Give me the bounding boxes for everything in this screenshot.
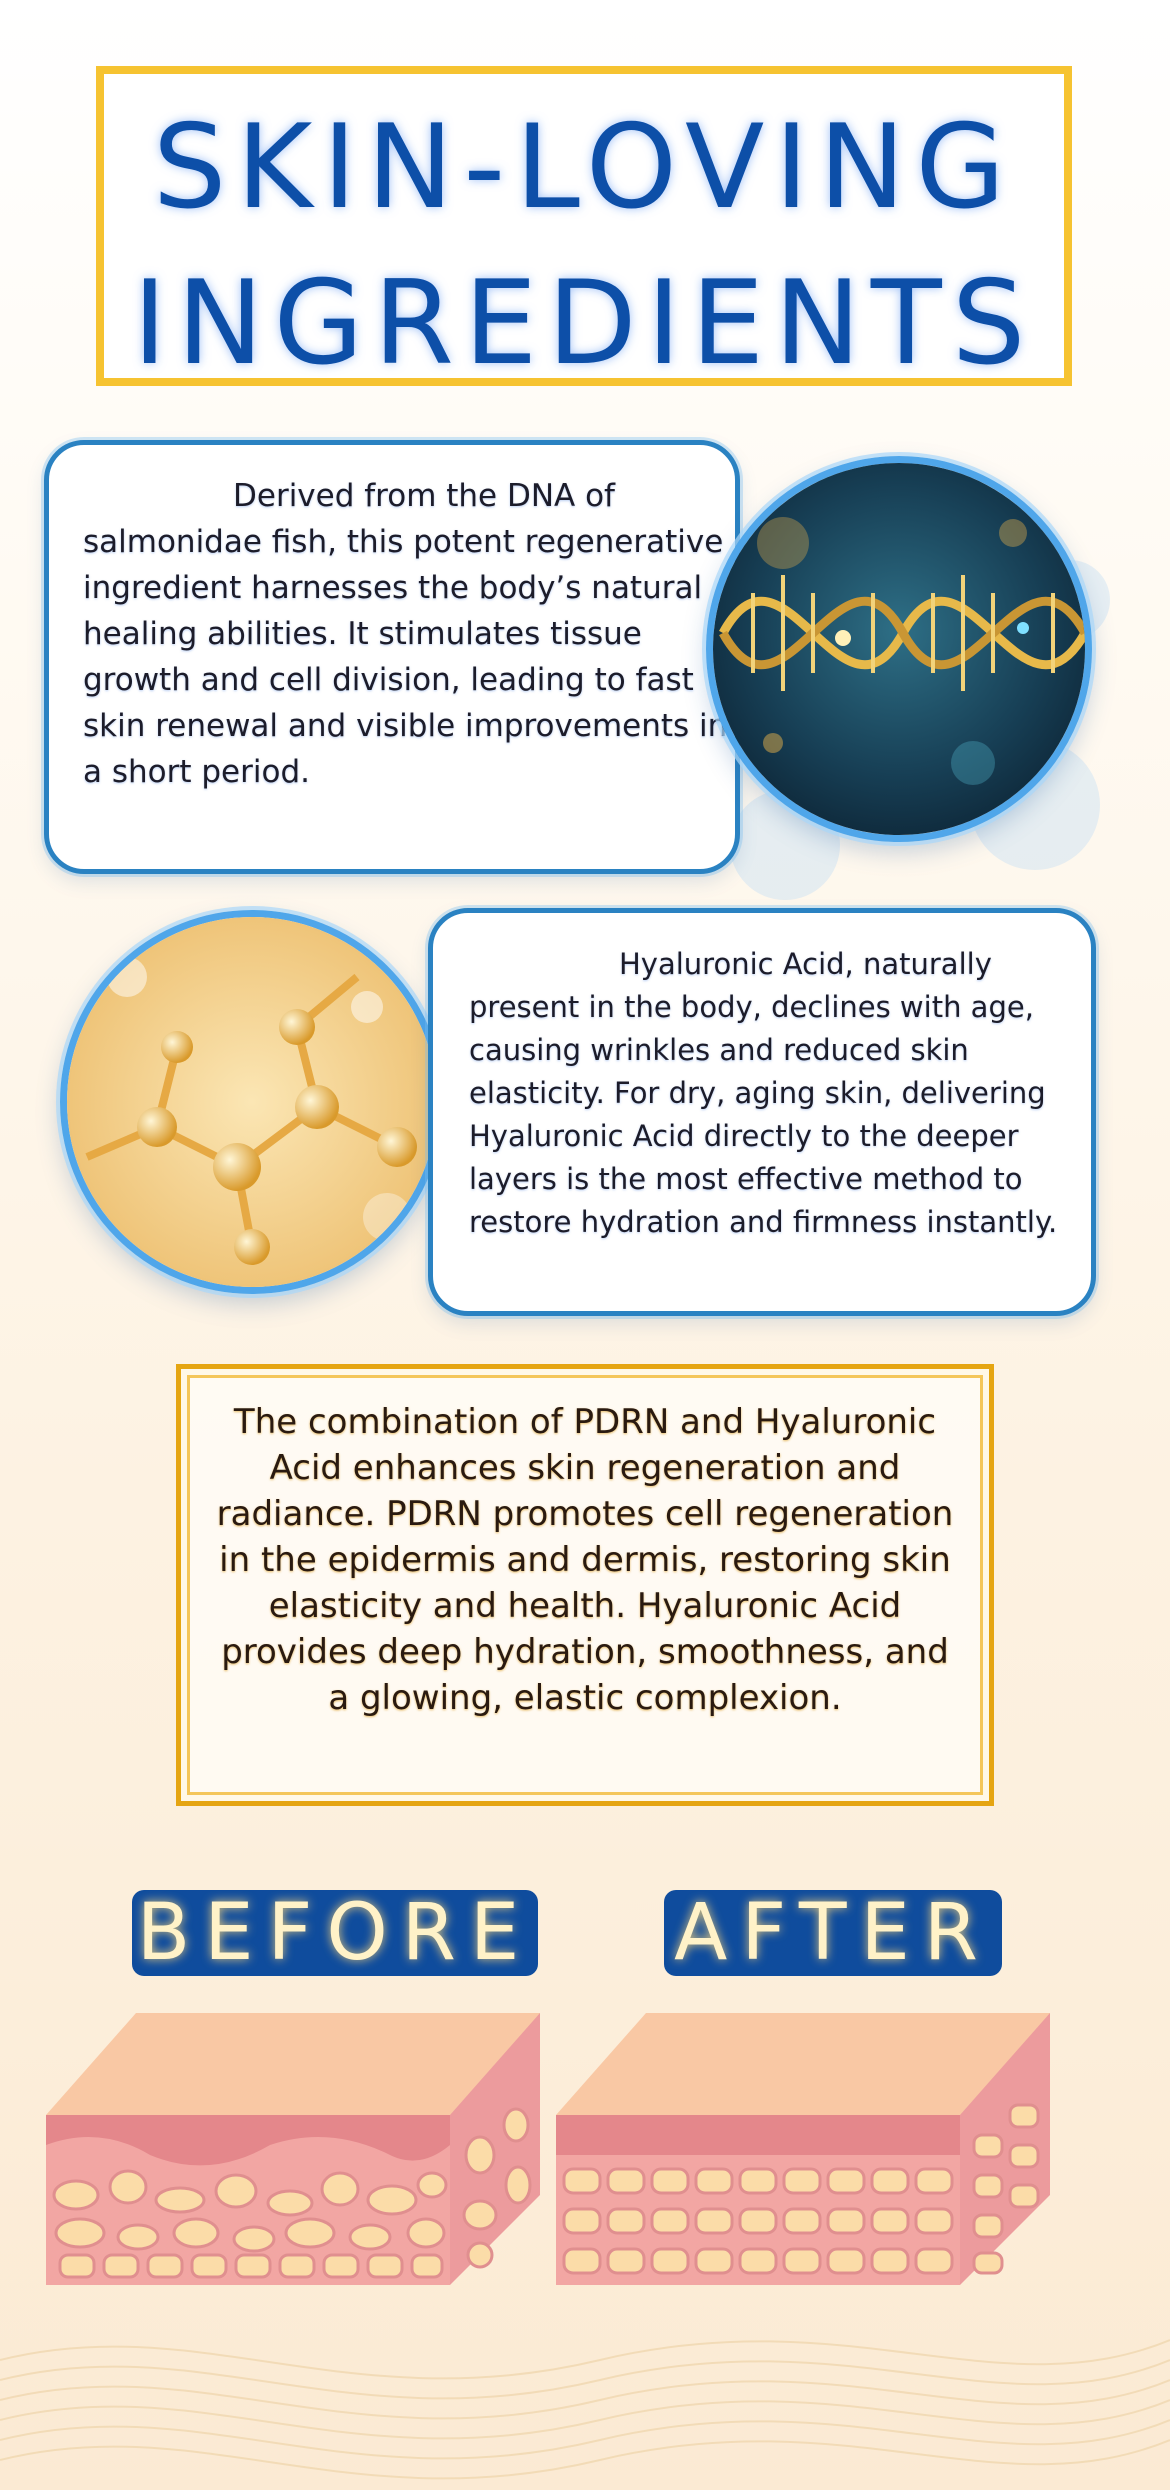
pdrn-description-text: Derived from the DNA of salmonidae fish, this potent regenerative ingredient harnesses the body’s natural healing abilities. It stimulates tissue growth and cell division, leading to fast skin renewal and visible improvements in a short period. [83,478,728,790]
hyaluronic-acid-description-text: Hyaluronic Acid, naturally present in the body, declines with age, causing wrinkles and reduced skin elasticity. For dry, aging skin, delivering Hyaluronic Acid directly to the deeper layers is the most effective method to restore hydration and firmness instantly. [469,947,1058,1239]
after-skin-illustration [550,2005,1060,2295]
combination-summary-text: The combination of PDRN and Hyaluronic Acid enhances skin regeneration and radiance. PDRN promotes cell regeneration in the epidermis and dermis, restoring skin elasticity and health. Hyaluronic Acid provides deep hydration, smoothness, and a glowing, elastic complexion. [216,1402,954,1718]
before-label: BEFORE [132,1890,538,1976]
dna-helix-image [706,456,1092,842]
page-title-line-1: SKIN-LOVING [152,100,1016,235]
after-label: AFTER [664,1890,1002,1976]
hyaluronic-acid-description-card [428,908,1096,1316]
decorative-wave-lines [0,2300,1170,2490]
combination-summary-box [176,1364,994,1806]
page-title-line-2: INGREDIENTS [132,256,1036,391]
pdrn-description-card [44,440,740,874]
before-skin-illustration [40,2005,550,2295]
molecule-image [60,910,444,1294]
title-frame [96,66,1072,391]
